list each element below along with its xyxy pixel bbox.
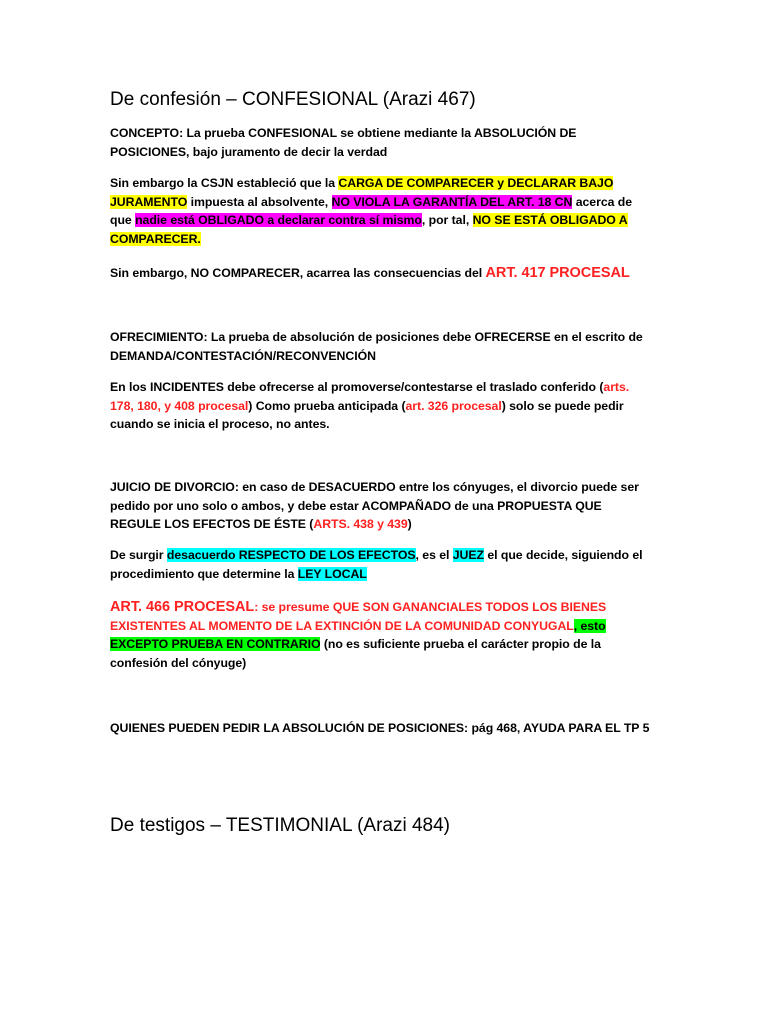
highlight-yellow-carga: CARGA DE COMPARECER y DECLARAR BAJO JURAMENTO — [110, 176, 614, 209]
text-run: acerca de que — [110, 194, 633, 228]
text-run: (no es suficiente prueba el carácter propio de la confesión del cónyuge) — [110, 637, 601, 670]
article-reference-178: arts. 178, 180, y 408 procesal — [110, 380, 630, 413]
highlight-cyan-ley-local: LEY LOCAL — [297, 566, 367, 581]
text-run: ) Como prueba anticipada ( — [248, 398, 406, 413]
text-run: Sin embargo la CSJN estableció que la — [110, 176, 339, 190]
paragraph-no-comparecer — [110, 264, 655, 283]
text-run: el que decide, siguiendo el procedimiento que determine la — [110, 548, 643, 581]
paragraph-ofrecimiento: OFRECIMIENTO: La prueba de absolución de posiciones debe OFRECERSE en el escrito de DEMANDA/CONTESTACIÓN/RECONVENCIÓN — [110, 330, 643, 363]
article-reference-417: ART. 417 PROCESAL — [485, 265, 630, 281]
text-run: En los INCIDENTES debe ofrecerse al promoverse/contestarse el traslado conferido ( — [110, 380, 604, 394]
text-run-red: : se presume QUE SON GANANCIALES TODOS LOS BIENES EXISTENTES AL MOMENTO DE LA EXTINCIÓN DE LA COMUNIDAD CONYUGAL — [110, 600, 607, 633]
highlight-yellow-no-obligado: NO SE ESTÁ OBLIGADO A COMPARECER. — [110, 213, 628, 246]
highlight-green-excepto: , esto EXCEPTO PRUEBA EN CONTRARIO — [110, 618, 606, 652]
section-heading-testimonial: De testigos – TESTIMONIAL (Arazi 484) — [110, 815, 451, 836]
paragraph-desacuerdo — [110, 546, 655, 583]
highlight-cyan-desacuerdo: desacuerdo RESPECTO DE LOS EFECTOS — [166, 548, 416, 562]
article-reference-466: ART. 466 PROCESAL — [110, 599, 255, 615]
highlight-magenta-nadie: nadie está OBLIGADO a declarar contra sí mismo — [135, 213, 422, 228]
text-run: Sin embargo, NO COMPARECER, acarrea las consecuencias del — [110, 266, 486, 280]
text-run: ) solo se puede pedir cuando se inicia el proceso, no antes. — [110, 398, 624, 432]
paragraph-divorcio — [110, 478, 655, 534]
article-reference-326: art. 326 procesal — [405, 398, 502, 413]
text-run: , es el — [415, 548, 453, 562]
paragraph-concepto: CONCEPTO: La prueba CONFESIONAL se obtiene mediante la ABSOLUCIÓN DE POSICIONES, bajo juramento de decir la verdad — [110, 126, 577, 159]
text-run: ) — [407, 517, 412, 532]
section-heading-confesional: De confesión – CONFESIONAL (Arazi 467) — [110, 89, 476, 110]
text-run: impuesta al absolvente, — [187, 194, 332, 209]
article-reference-438: ARTS. 438 y 439 — [313, 517, 408, 532]
text-run: JUICIO DE DIVORCIO: en caso de DESACUERDO entre los cónyuges, el divorcio puede ser pedido por uno solo o ambos, y debe estar ACOMPAÑADO de una PROPUESTA QUE REGULE LOS EFECTOS DE ÉSTE ( — [110, 480, 639, 532]
paragraph-csjn — [110, 174, 655, 248]
paragraph-incidentes — [110, 378, 655, 434]
highlight-magenta-garantia: NO VIOLA LA GARANTÍA DEL ART. 18 CN — [331, 194, 573, 209]
paragraph-quienes-pueden: QUIENES PUEDEN PEDIR LA ABSOLUCIÓN DE POSICIONES: pág 468, AYUDA PARA EL TP 5 — [110, 721, 650, 735]
text-run: De surgir — [110, 548, 167, 562]
text-run: , por tal, — [421, 213, 473, 228]
highlight-cyan-juez: JUEZ — [452, 548, 484, 562]
paragraph-art-466 — [110, 598, 655, 672]
